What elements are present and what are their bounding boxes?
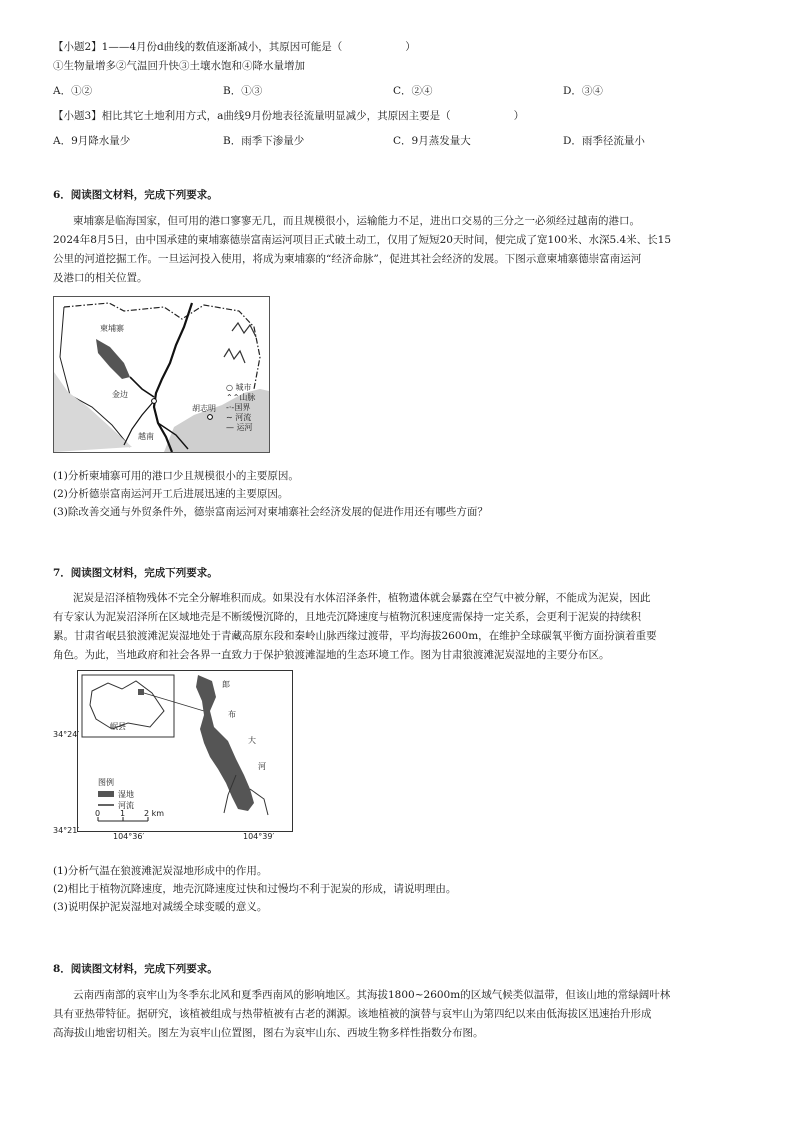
map-label-vietnam: 越南: [138, 432, 154, 441]
q-small2-choices: ①生物量增多②气温回升快③土壤水饱和④降水量增加: [53, 60, 305, 72]
legend-canal-icon: —: [226, 423, 234, 432]
scale-label: 1: [120, 809, 126, 818]
q-small3-option-b: B．雨季下渗量少: [223, 135, 305, 147]
q7-para-line: 累。甘肃省岷县狼渡滩泥炭湿地处于青藏高原东段和秦岭山脉西缘过渡带，平均海拔2600m，在维护全球碳氧平衡方面扮演着重要: [53, 630, 657, 642]
q-small2-option-d: D．③④: [563, 85, 603, 97]
map-label-hcm: 胡志明: [192, 404, 216, 413]
legend-city-icon: ○: [226, 383, 233, 392]
q6-para-line: 2024年8月5日，由中国承建的柬埔寨德崇富南运河项目正式破土动工，仅用了短短20天时间，便完成了宽100米、水深5.4米、长15: [53, 234, 672, 246]
q6-question-3: (3)除改善交通与外贸条件外，德崇富南运河对柬埔寨社会经济发展的促进作用还有哪些方面？: [53, 506, 488, 518]
q6-para-line: 及港口的相关位置。: [53, 272, 148, 284]
q7-para-line: 有专家认为泥炭沼泽所在区域地壳是不断缓慢沉降的，且地壳沉降速度与植物沉积速度需保持一定关系，会更利于泥炭的持续积: [53, 611, 641, 623]
legend-mountain-icon: ⌃⌃: [226, 393, 240, 402]
map-legend: [226, 383, 268, 433]
q7-question-3: (3)说明保护泥炭湿地对减缓全球变暖的意义。: [53, 901, 268, 913]
q6-question-2: (2)分析德崇富南运河开工后进展迅速的主要原因。: [53, 488, 289, 500]
lat-bottom-label: 34°21′: [53, 826, 80, 835]
q-small3-option-a: A．9月降水量少: [53, 135, 131, 147]
river-label-char: 河: [258, 762, 266, 771]
q-small2-option-a: A．①②: [53, 85, 93, 97]
q6-para-line: 柬埔寨是临海国家，但可用的港口寥寥无几，而且规模很小，运输能力不足，进出口交易的三分之一必须经过越南的港口。: [73, 215, 640, 227]
q6-title: 6．阅读图文材料，完成下列要求。: [53, 189, 218, 201]
legend-border-icon: -·-: [226, 403, 235, 412]
legend-label: 山脉: [239, 393, 256, 402]
q-small2-option-c: C．②④: [393, 85, 433, 97]
legend-river-icon: ∼: [226, 413, 233, 422]
q6-question-1: (1)分析柬埔寨可用的港口少且规模很小的主要原因。: [53, 470, 299, 482]
scale-label: 0: [95, 809, 101, 818]
lon-left-label: 104°36′: [113, 832, 145, 841]
q8-para-line: 具有亚热带特征。据研究，该植被组成与热带植被有古老的渊源。该地植被的演替与哀牢山为第四纪以来由低海拔区迅速抬升形成: [53, 1008, 652, 1020]
legend-label: 河流: [235, 413, 252, 422]
q-small2-option-b: B．①③: [223, 85, 263, 97]
lon-right-label: 104°39′: [243, 832, 275, 841]
legend-label: 城市: [235, 383, 252, 392]
map-label-jinbian: 金边: [112, 390, 128, 399]
q8-title: 8．阅读图文材料，完成下列要求。: [53, 963, 218, 975]
q7-title: 7．阅读图文材料，完成下列要求。: [53, 567, 218, 579]
q7-question-1: (1)分析气温在狼渡滩泥炭湿地形成中的作用。: [53, 865, 268, 877]
map-label-minxian: 岷县: [110, 722, 126, 731]
langdu-wetland-map: [53, 668, 298, 843]
map-label-cambodia: 柬埔寨: [100, 324, 124, 333]
legend-label: 国界: [234, 403, 251, 412]
scale-label: 2 km: [144, 809, 165, 818]
river-label-char: 布: [228, 710, 236, 719]
legend-title: 图例: [98, 778, 114, 787]
lat-top-label: 34°24′: [53, 730, 80, 739]
q7-para-line: 泥炭是沼泽植物残体不完全分解堆积而成。如果没有水体沼泽条件，植物遗体就会暴露在空气中被分解，不能成为泥炭，因此: [73, 592, 651, 604]
q-small3-option-c: C．9月蒸发量大: [393, 135, 471, 147]
q-small2-stem: 【小题2】1——4月份d曲线的数值逐渐减小，其原因可能是（ ）: [53, 41, 416, 53]
river-label-char: 郎: [222, 680, 230, 689]
q6-para-line: 公里的河道挖掘工作。一旦运河投入使用，将成为柬埔寨的“经济命脉”，促进其社会经济的发展。下图示意柬埔寨德崇富南运河: [53, 253, 642, 265]
legend-wetland-label: 湿地: [118, 790, 134, 799]
q8-para-line: 云南西南部的哀牢山为冬季东北风和夏季西南风的影响地区。其海拔1800~2600m的区域气候类似温带，但该山地的常绿阔叶林: [73, 989, 671, 1001]
q-small3-option-d: D．雨季径流量小: [563, 135, 645, 147]
legend-label: 运河: [236, 423, 253, 432]
q-small3-stem: 【小题3】相比其它土地利用方式，a曲线9月份地表径流量明显减少，其原因主要是（ ）: [53, 110, 525, 122]
q7-para-line: 角色。为此，当地政府和社会各界一直致力于保护狼渡滩湿地的生态环境工作。图为甘肃狼渡滩泥炭湿地的主要分布区。: [53, 649, 610, 661]
q8-para-line: 高海拔山地密切相关。图左为哀牢山位置图，图右为哀牢山东、西坡生物多样性指数分布图。: [53, 1027, 484, 1039]
q7-question-2: (2)相比于植物沉降速度，地壳沉降速度过快和过慢均不利于泥炭的形成，请说明理由。: [53, 883, 457, 895]
legend-river-label: 河流: [118, 801, 134, 810]
river-label-char: 大: [248, 736, 256, 745]
cambodia-canal-map: [53, 296, 270, 453]
